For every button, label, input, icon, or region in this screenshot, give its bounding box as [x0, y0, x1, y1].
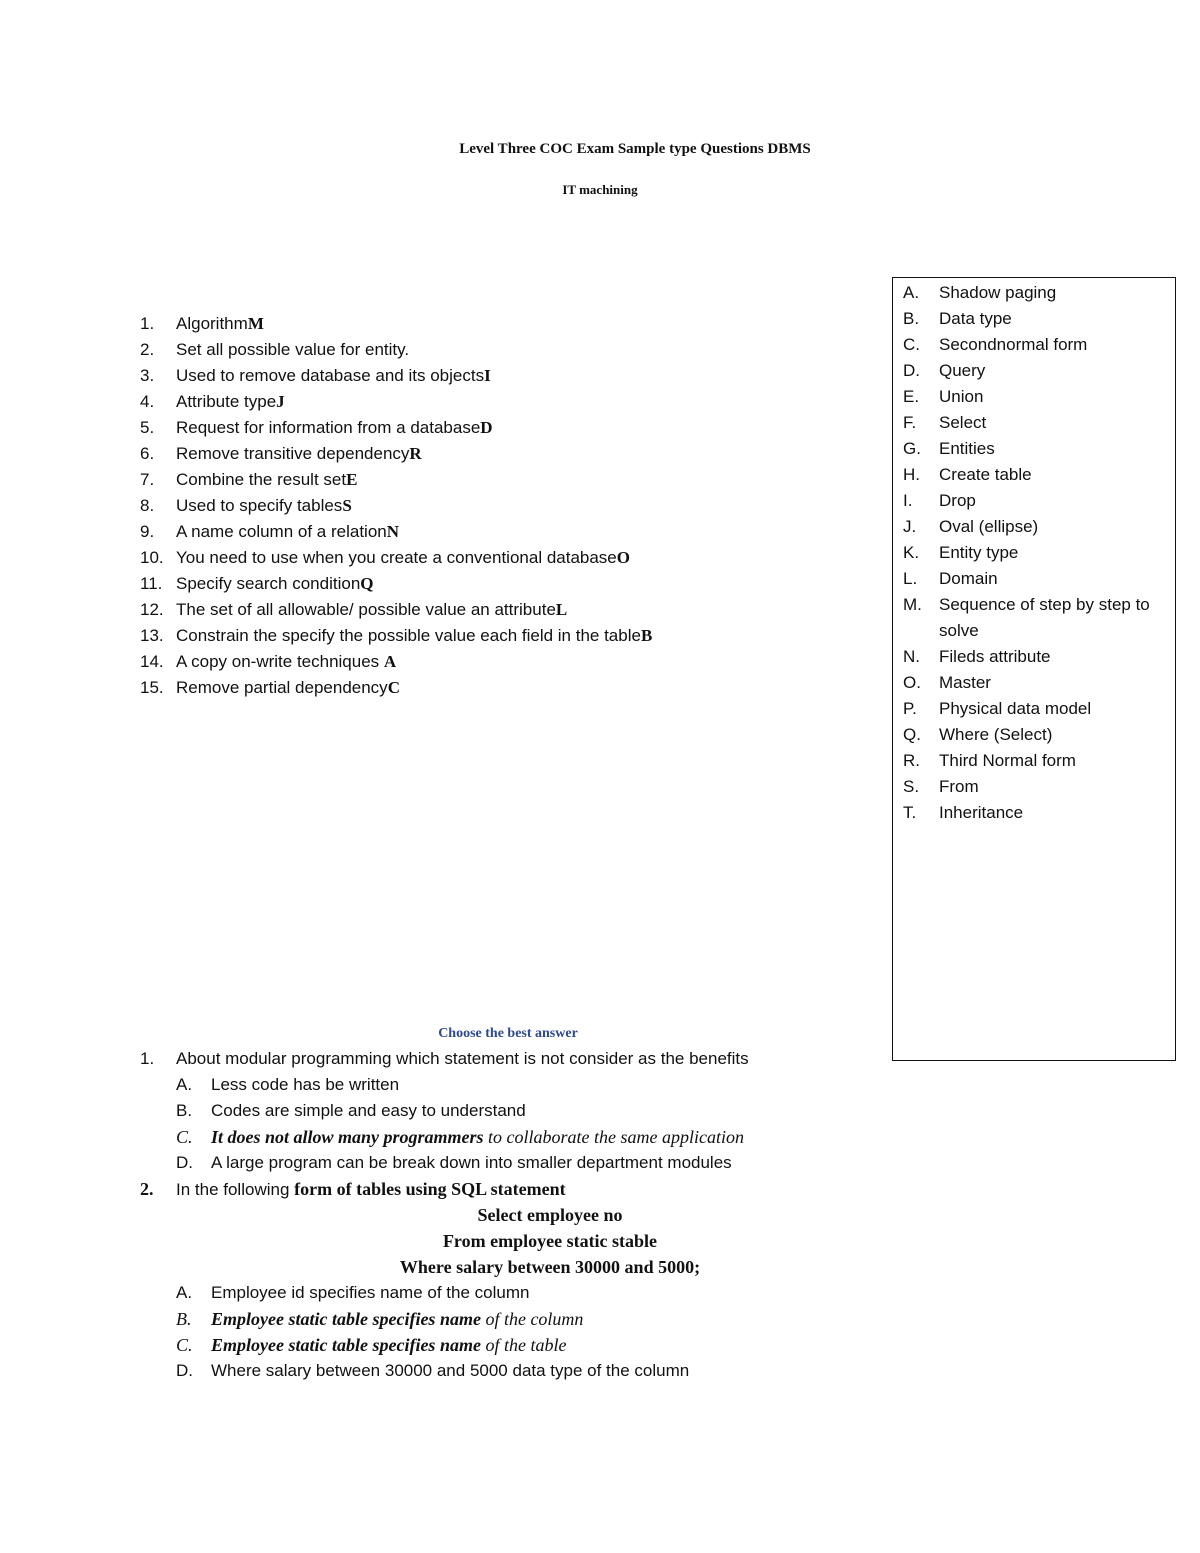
question-text: A copy on-write techniques [176, 652, 384, 671]
option-letter: S. [903, 777, 920, 796]
matching-question-item [140, 415, 652, 441]
question-answer: R [409, 444, 422, 463]
question-answer: L [555, 600, 568, 619]
option-text: Domain [939, 569, 998, 588]
answer-option-item [903, 436, 1175, 462]
matching-question-item [140, 467, 652, 493]
sql-line-from: From employee static stable [442, 1231, 658, 1251]
answer-option-item [903, 644, 1175, 670]
question-answer: N [386, 522, 400, 541]
answer-option-item [903, 514, 1175, 540]
matching-question-item [140, 597, 652, 623]
option-letter: A. [176, 1075, 193, 1094]
question-answer: Q [360, 574, 374, 593]
option-text: to collaborate the same application [483, 1127, 744, 1147]
option-text: Entities [939, 439, 995, 458]
question-number: 12. [140, 600, 164, 619]
answer-option-item [903, 592, 1175, 644]
question-text: Remove transitive dependency [176, 444, 410, 463]
q1-option-b [140, 1098, 960, 1124]
question-number: 3. [140, 366, 155, 385]
question-text: Request for information from a database [176, 418, 481, 437]
matching-question-item [140, 545, 652, 571]
question-number: 11. [140, 574, 163, 593]
question-answer: J [276, 392, 285, 411]
option-text: Union [939, 387, 984, 406]
option-letter: G. [903, 439, 921, 458]
option-letter: K. [903, 543, 920, 562]
option-text: A large program can be break down into smaller department modules [211, 1153, 732, 1172]
option-text: Secondnormal form [939, 335, 1088, 354]
matching-question-item [140, 363, 652, 389]
question-text: Used to specify tables [176, 496, 343, 515]
answer-option-item [903, 800, 1175, 826]
option-letter: D. [176, 1153, 193, 1172]
option-letter: C. [903, 335, 920, 354]
answer-option-item [903, 488, 1175, 514]
answer-option-item [903, 410, 1175, 436]
question-text: The set of all allowable/ possible value an attribute [176, 600, 556, 619]
option-text: Entity type [939, 543, 1019, 562]
question-number: 4. [140, 392, 155, 411]
option-letter: H. [903, 465, 920, 484]
option-text: From [939, 777, 979, 796]
question-text: Combine the result set [176, 470, 347, 489]
question-number: 1. [140, 1049, 155, 1068]
option-text: Select [939, 413, 987, 432]
question-answer: E [346, 470, 358, 489]
matching-question-item [140, 571, 652, 597]
question-text: Used to remove database and its objects [176, 366, 485, 385]
option-letter: B. [176, 1101, 193, 1120]
matching-question-item [140, 649, 652, 675]
question-answer: B [640, 626, 653, 645]
option-letter: M. [903, 595, 922, 614]
option-letter: C. [176, 1127, 193, 1147]
option-text: Where salary between 30000 and 5000 data type of the column [211, 1361, 690, 1380]
question-number: 10. [140, 548, 164, 567]
option-letter: O. [903, 673, 921, 692]
matching-question-item [140, 311, 652, 337]
matching-question-item [140, 675, 652, 701]
option-letter: B. [903, 309, 920, 328]
question-answer: M [247, 314, 264, 333]
option-text: of the column [480, 1309, 584, 1329]
mcq-question-2 [140, 1176, 960, 1202]
option-text-bold: Employee static table specifies name [211, 1309, 481, 1329]
question-text: Algorithm [176, 314, 248, 333]
option-letter: A. [903, 283, 920, 302]
question-text: Specify search condition [176, 574, 361, 593]
q2-option-a [140, 1280, 960, 1306]
answer-option-item [903, 384, 1175, 410]
option-text: Oval (ellipse) [939, 517, 1039, 536]
question-text: Attribute type [176, 392, 277, 411]
option-letter: F. [903, 413, 917, 432]
option-text: Query [939, 361, 986, 380]
q2-option-c-selected [140, 1332, 960, 1358]
question-number: 6. [140, 444, 155, 463]
option-text: Master [939, 673, 991, 692]
question-answer: S [342, 496, 352, 515]
matching-question-item [140, 519, 652, 545]
mcq-question-1 [140, 1046, 960, 1072]
question-number: 1. [140, 314, 155, 333]
q1-option-d [140, 1150, 960, 1176]
answer-option-item [903, 462, 1175, 488]
question-number: 7. [140, 470, 155, 489]
option-letter: I. [903, 491, 913, 510]
option-text: Codes are simple and easy to understand [211, 1101, 526, 1120]
answer-option-item [903, 566, 1175, 592]
option-letter: T. [903, 803, 917, 822]
question-text: Set all possible value for entity. [176, 340, 410, 359]
option-text: Inheritance [939, 803, 1024, 822]
matching-questions-list [140, 311, 652, 701]
question-text: In the following [176, 1180, 295, 1199]
option-text: Data type [939, 309, 1012, 328]
matching-question-item [140, 389, 652, 415]
question-answer: O [616, 548, 630, 567]
question-number: 14. [140, 652, 164, 671]
sql-line-select: Select employee no [477, 1205, 623, 1225]
option-letter: L. [903, 569, 918, 588]
option-text: Where (Select) [939, 725, 1053, 744]
answer-option-item [903, 280, 1175, 306]
question-answer: I [484, 366, 491, 385]
option-text: Create table [939, 465, 1032, 484]
option-text: Third Normal form [939, 751, 1076, 770]
answer-option-item [903, 696, 1175, 722]
option-letter: N. [903, 647, 920, 666]
answer-option-item [903, 670, 1175, 696]
matching-question-item [140, 441, 652, 467]
question-text: A name column of a relation [176, 522, 387, 541]
option-letter: B. [176, 1309, 192, 1329]
matching-question-item [140, 337, 652, 363]
option-letter: E. [903, 387, 920, 406]
option-letter: Q. [903, 725, 921, 744]
option-text: Drop [939, 491, 976, 510]
option-letter: A. [176, 1283, 193, 1302]
option-text: of the table [480, 1335, 567, 1355]
answer-option-item [903, 774, 1175, 800]
question-number: 2. [140, 340, 155, 359]
page-subtitle: IT machining [562, 182, 638, 197]
question-text: About modular programming which statement is not consider as the benefits [176, 1049, 749, 1068]
question-answer: D [480, 418, 493, 437]
question-number: 13. [140, 626, 164, 645]
option-text-bold: Employee static table specifies name [211, 1335, 481, 1355]
question-text: Remove partial dependency [176, 678, 388, 697]
answer-options-box [892, 277, 1176, 1061]
option-text: Employee id specifies name of the column [211, 1283, 530, 1302]
question-text: You need to use when you create a conventional database [176, 548, 617, 567]
option-text: Physical data model [939, 699, 1092, 718]
question-number: 5. [140, 418, 155, 437]
question-text-bold: form of tables using SQL statement [294, 1179, 566, 1199]
option-text: Sequence of step by step to solve [939, 595, 1150, 640]
question-text: Constrain the specify the possible value each field in the table [176, 626, 641, 645]
answer-option-item [903, 306, 1175, 332]
q1-option-a [140, 1072, 960, 1098]
option-text: Fileds attribute [939, 647, 1051, 666]
question-number: 2. [140, 1179, 154, 1199]
option-text: Shadow paging [939, 283, 1057, 302]
q1-option-c-selected [140, 1124, 960, 1150]
question-number: 8. [140, 496, 155, 515]
matching-question-item [140, 493, 652, 519]
question-answer: A [383, 652, 397, 671]
q2-option-b [140, 1306, 960, 1332]
question-number: 15. [140, 678, 164, 697]
option-letter: P. [903, 699, 917, 718]
answer-option-item [903, 540, 1175, 566]
option-text: Less code has be written [211, 1075, 400, 1094]
q2-option-d [140, 1358, 960, 1384]
sql-line-where: Where salary between 30000 and 5000; [399, 1257, 701, 1277]
page-title: Level Three COC Exam Sample type Questions DBMS [459, 141, 811, 157]
question-number: 9. [140, 522, 155, 541]
question-answer: C [387, 678, 400, 697]
answer-option-item [903, 722, 1175, 748]
option-text-bold: It does not allow many programmers [211, 1127, 484, 1147]
mcq-heading: Choose the best answer [438, 1026, 578, 1041]
answer-option-item [903, 358, 1175, 384]
mcq-section [140, 1046, 960, 1384]
option-letter: D. [176, 1361, 193, 1380]
option-letter: C. [176, 1335, 193, 1355]
option-letter: D. [903, 361, 920, 380]
answer-option-item [903, 332, 1175, 358]
answer-option-item [903, 748, 1175, 774]
option-letter: R. [903, 751, 920, 770]
answer-options-list [893, 278, 1175, 826]
option-letter: J. [903, 517, 917, 536]
matching-question-item [140, 623, 652, 649]
